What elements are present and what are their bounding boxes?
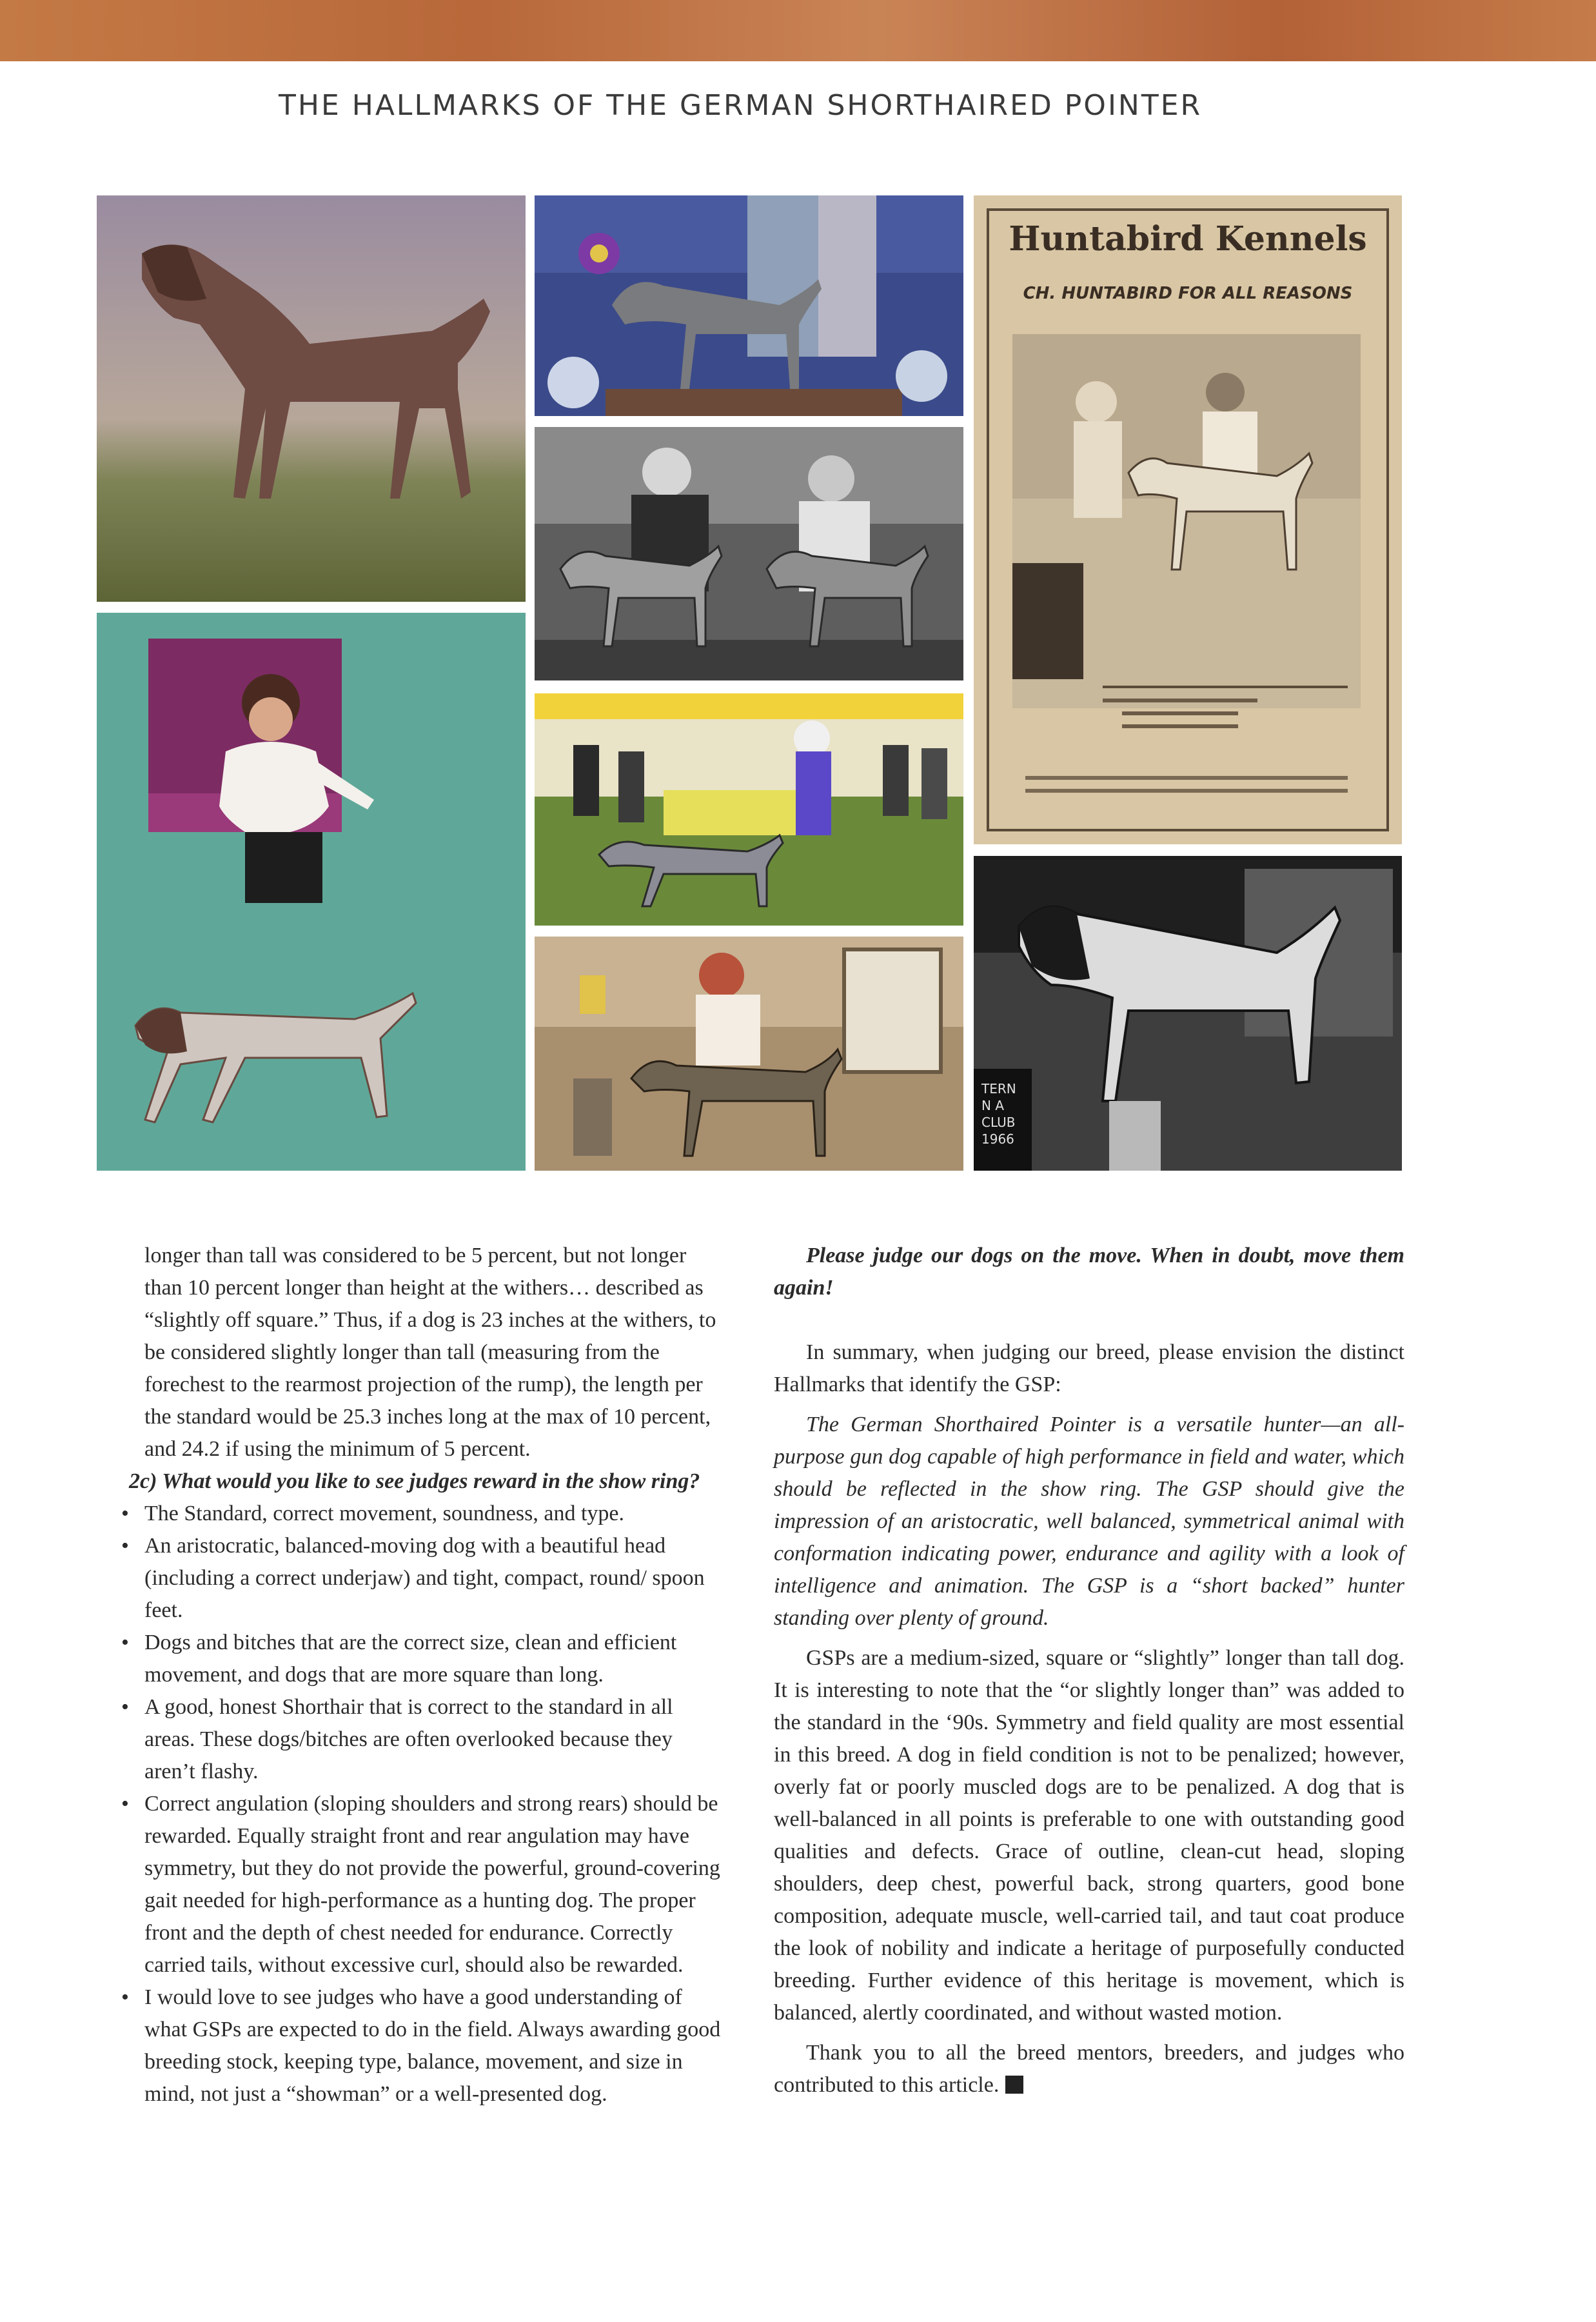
list-item: • The Standard, correct movement, soundness, and type.: [97, 1498, 725, 1530]
photo-trophy-win: [535, 937, 963, 1171]
photo-best-in-show-podium: [535, 195, 963, 416]
photo-outdoor-show-ring: [535, 693, 963, 926]
list-item: • An aristocratic, balanced-moving dog with a beautiful head (including a correct underjaw) and tight, compact, round/ spoon feet.: [97, 1530, 725, 1627]
photo-painting-gsp-standing: [97, 195, 526, 602]
list-item: • A good, honest Shorthair that is correct to the standard in all areas. These dogs/bitches are often overlooked because they aren’t flashy.: [97, 1691, 725, 1788]
standard-quote: The German Shorthaired Pointer is a versatile hunter—an all-purpose gun dog capable of high performance in field and water, which should be reflected in the show ring. The GSP should give the impression of an aristocratic, well balanced, symmetrical animal with conformation indicating power, endurance and agility with a look of intelligence and animation. The GSP is a “short backed” hunter standing over plenty of ground.: [774, 1413, 1404, 1630]
end-mark-icon: [1005, 2076, 1023, 2094]
question-heading: 2c) What would you like to see judges reward in the show ring?: [129, 1469, 700, 1493]
summary-paragraph: In summary, when judging our breed, please envision the distinct Hallmarks that identify the GSP:: [774, 1340, 1404, 1396]
reward-bullet-list: [97, 1498, 725, 2110]
top-color-bar: [0, 0, 1596, 61]
photo-kennel-advertisement: [974, 195, 1402, 844]
left-text-column: [97, 1240, 725, 2110]
photo-handler-gaiting-gsp: [97, 613, 526, 1171]
photo-bw-two-handlers: [535, 427, 963, 680]
thanks-paragraph: [774, 2037, 1404, 2101]
list-item: • Dogs and bitches that are the correct size, clean and efficient movement, and dogs that are more square than long.: [97, 1627, 725, 1691]
list-item: • Correct angulation (sloping shoulders and strong rears) should be rewarded. Equally straight front and rear angulation may have symmetry, but they do not provide the powerful, ground-covering gait needed for high-performance as a hunting dog. The proper front and the depth of chest needed for endurance. Correctly carried tails, without excessive curl, should also be rewarded.: [97, 1788, 725, 1981]
judge-on-move-lead: Please judge our dogs on the move. When in doubt, move them again!: [774, 1244, 1404, 1300]
thanks-text: Thank you to all the breed mentors, breeders, and judges who contributed to this article.: [774, 2041, 1404, 2097]
ad-kennel-name: Huntabird Kennels: [1009, 219, 1367, 259]
right-text-column: [774, 1240, 1404, 2101]
list-item: • I would love to see judges who have a good understanding of what GSPs are expected to do in the field. Always awarding good breeding stock, keeping type, balance, movement, and size in mind, not just a “showman” or a well-presented dog.: [97, 1981, 725, 2110]
page-header-title: THE HALLMARKS OF THE GERMAN SHORTHAIRED POINTER: [279, 89, 1203, 122]
photo-bw-gsp-stacked: [974, 856, 1402, 1171]
club-sign-text: TERN N A CLUB 1966: [981, 1081, 1016, 1147]
intro-paragraph: longer than tall was considered to be 5 percent, but not longer than 10 percent longer than height at the withers… described as “slightly off square.” Thus, if a dog is 23 inches at the withers, to be considered slightly longer than tall (measuring from the forechest to the rearmost projection of the rump), the length per the standard would be 25.3 inches long at the max of 10 percent, and 24.2 if using the minimum of 5 percent.: [144, 1244, 716, 1461]
body-paragraph: GSPs are a medium-sized, square or “slightly” longer than tall dog. It is interesting to note that the “or slightly longer than” was added to the standard in the ‘90s. Symmetry and field quality are most essential in this breed. A dog in field condition is not to be penalized; however, overly fat or poorly muscled dogs are to be penalized. A dog that is well-balanced in all points is preferable to one with outstanding good qualities and defects. Grace of outline, clean-cut head, sloping shoulders, deep chest, powerful back, strong quarters, good bone composition, adequate muscle, well-carried tail, and taut coat produce the look of nobility and indicate a heritage of purposefully conducted breeding. Further evidence of this heritage is movement, which is balanced, alertly coordinated, and without wasted motion.: [774, 1646, 1404, 2025]
ad-headline: CH. HUNTABIRD FOR ALL REASONS: [1023, 284, 1353, 303]
